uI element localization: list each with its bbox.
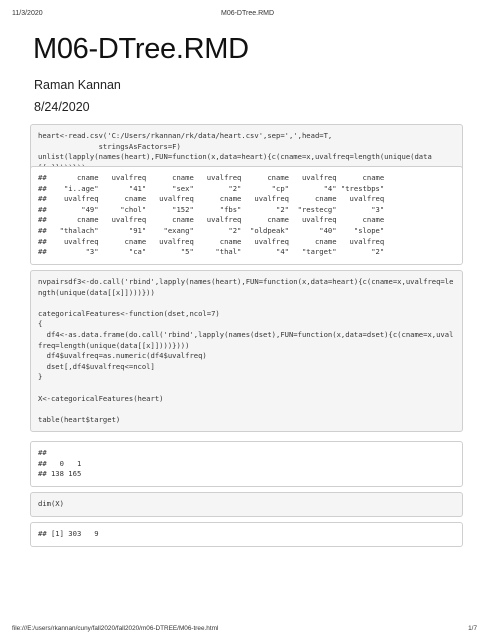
print-doc-title: M06-DTree.RMD (220, 10, 275, 17)
output-text: ## ## 0 1 ## 138 165 (38, 448, 82, 479)
page-title: M06-DTree.RMD (33, 33, 249, 65)
print-date: 11/3/2020 (12, 10, 43, 17)
output-text: ## cname uvalfreq cname uvalfreq cname uvalfreq cname ## "i..age" "41" "sex" "2" "cp" "4" "trestbps" ## uvalfreq cname uvalfreq cname uvalfreq cname uvalfreq ## "49" "chol" "152" "fbs" "2" "restecg" "3" ## cname uvalfreq cname uvalfreq cname uvalfreq cname ## "thalach" "91" "exang" "2" "oldpeak" "40" "slope" ## uvalfreq cname uvalfreq cname uvalfreq cname uvalfreq ## "3" "ca" "5" "thal" "4" "target" "2" (38, 173, 385, 257)
code-block-categorical-features (30, 270, 463, 432)
code-text: heart<-read.csv('C:/Users/rkannan/rk/data/heart.csv',sep=',',head=T, stringsAsFactors=F) unlist(lapply(names(heart),FUN=function(x,data=heart){c(cname=x,uvalfreq=length(unique(data (38, 131, 432, 162)
code-block-dim (30, 492, 463, 517)
document-date: 8/24/2020 (34, 100, 90, 114)
output-text: ## [1] 303 9 (38, 529, 99, 538)
print-path: file:///E:/users/rkannan/cuny/fall2020/fall2020/m06-DTREE/M06-tree.html (12, 625, 219, 632)
author: Raman Kannan (34, 78, 121, 92)
output-block-uvalfreq (30, 166, 463, 265)
output-block-dim (30, 522, 463, 547)
code-text: nvpairsdf3<-do.call('rbind',lapply(names(heart),FUN=function(x,data=heart){c(cname=x,uvalfreq=length(unique(data[[x]])))})) categoricalFeatures<-function(dset,ncol=7) { df4<-as.data.frame(do.call('rbind',lapply(names(dset),FUN=function(x,data=dset){c(cname=x,uvalfreq=length(unique(data[[x]])))}))) df4$uvalfreq=as.numeric(df4$uvalfreq) dset[,df4$uvalfreq<=ncol] } X<-categoricalFeatures(heart) table(heart$target) (38, 277, 454, 424)
output-block-table-target (30, 441, 463, 487)
page-number: 1/7 (468, 625, 477, 632)
code-text: dim(X) (38, 499, 64, 508)
